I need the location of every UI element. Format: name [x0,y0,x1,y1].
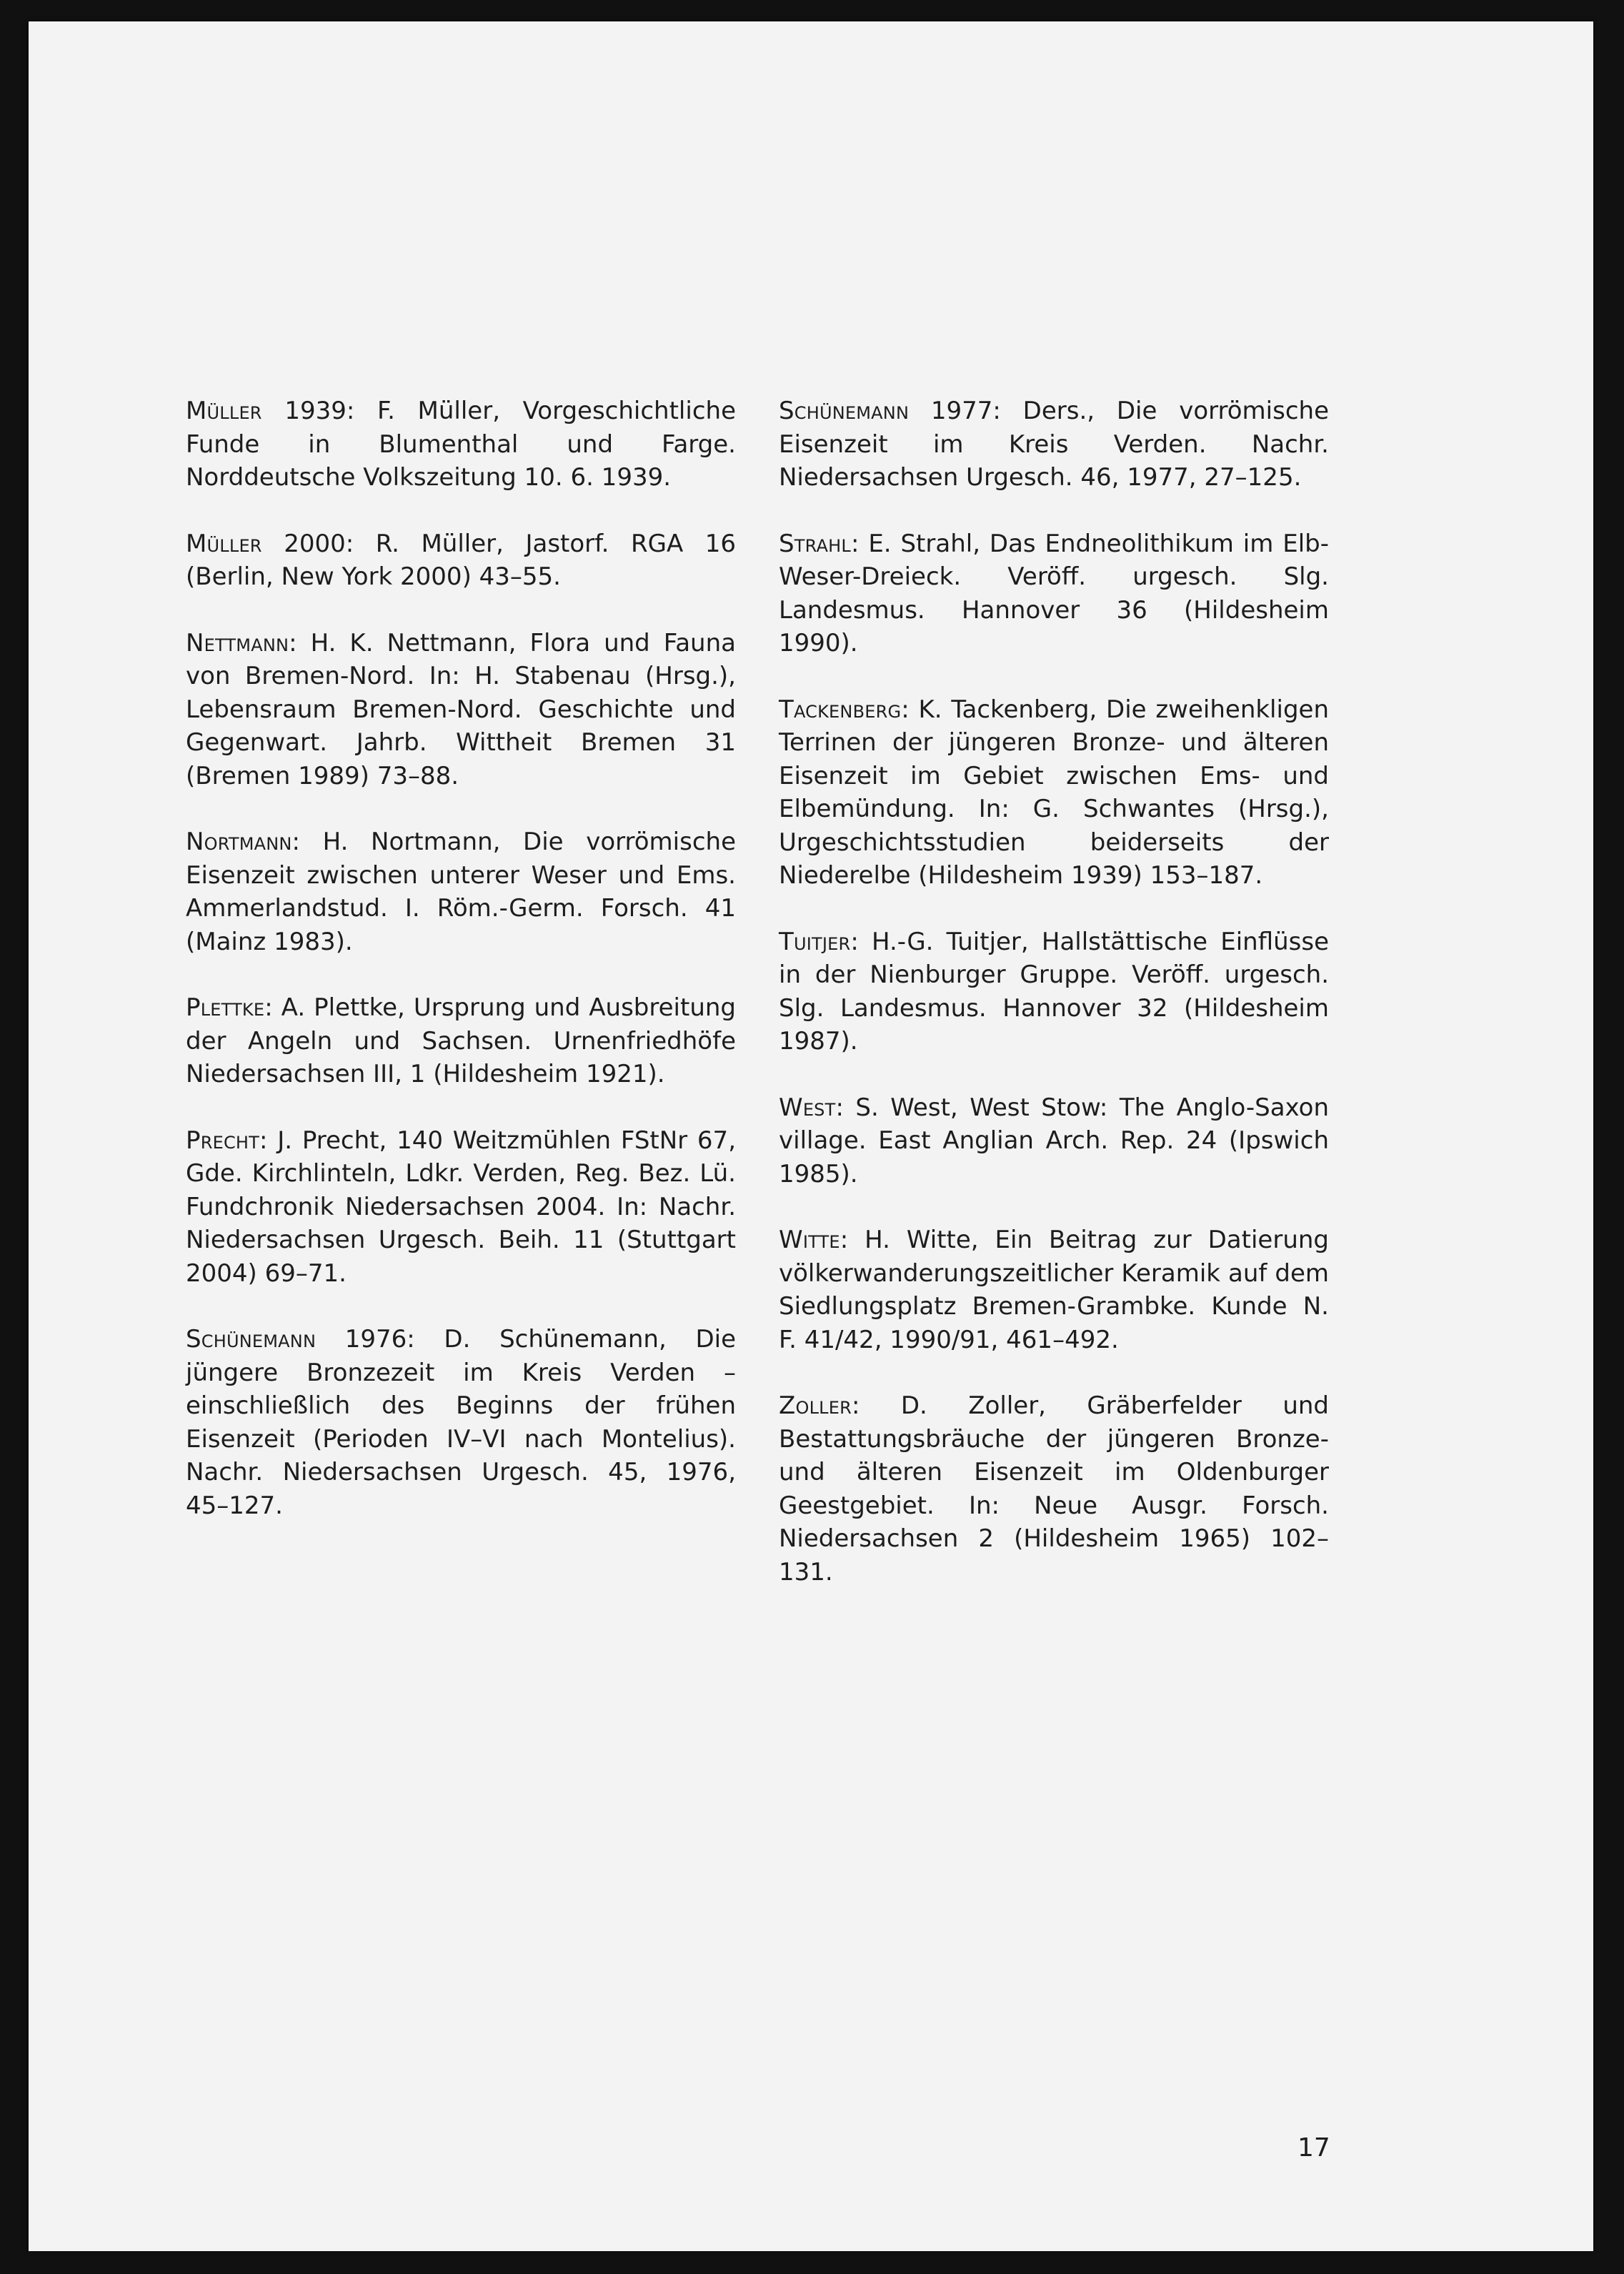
entry-author: Precht [186,1126,260,1155]
bibliography-entry [779,693,1329,893]
entry-author: Zoller [779,1391,852,1420]
bibliography-left-column [186,394,736,1555]
entry-text: 1939: F. Müller, Vorgeschichtliche Funde in Blumenthal und Farge. Norddeutsche Volkszeitung 10. 6. 1939. [186,397,736,492]
bibliography-entry [779,1223,1329,1356]
entry-text: : H. Nortmann, Die vorrömische Eisenzeit zwischen unterer Weser und Ems. Ammerlandstud. I. Röm.-Germ. Forsch. 41 (Mainz 1983). [186,828,736,956]
bibliography-entry [186,991,736,1091]
entry-author: Strahl [779,529,851,558]
entry-text: : H. Witte, Ein Beitrag zur Datierung völkerwanderungszeitlicher Keramik auf dem Siedlungsplatz Bremen-Grambke. Kunde N. F. 41/42, 1990/91, 461–492. [779,1226,1329,1354]
entry-text: : J. Precht, 140 Weitzmühlen FStNr 67, Gde. Kirchlinteln, Ldkr. Verden, Reg. Bez. Lü. Fundchronik Niedersachsen 2004. In: Nachr. Niedersachsen Urgesch. Beih. 11 (Stuttgart 2004) 69–71. [186,1126,736,1288]
entry-text: : K. Tackenberg, Die zweihenkligen Terrinen der jüngeren Bronze- und älteren Eisenzeit im Gebiet zwischen Ems- und Elbemündung. In: G. Schwantes (Hrsg.), Urgeschichtsstudien beiderseits der Niederelbe (Hildesheim 1939) 153–187. [779,695,1329,890]
entry-author: Schünemann [186,1325,317,1354]
entry-text: 1976: D. Schünemann, Die jüngere Bronzezeit im Kreis Verden – einschließlich des Beginns der frühen Eisenzeit (Perioden IV–VI nach Montelius). Nachr. Niedersachsen Urgesch. 45, 1976, 45–127. [186,1325,736,1520]
bibliography-entry [779,1091,1329,1191]
entry-text: : S. West, West Stow: The Anglo-Saxon village. East Anglian Arch. Rep. 24 (Ipswich 1985). [779,1093,1329,1188]
entry-text: 2000: R. Müller, Jastorf. RGA 16 (Berlin, New York 2000) 43–55. [186,529,736,591]
bibliography-entry [779,394,1329,495]
entry-author: Nortmann [186,828,292,856]
entry-author: Witte [779,1226,840,1254]
entry-author: Müller [186,529,262,558]
entry-author: West [779,1093,836,1122]
entry-author: Schünemann [779,397,910,425]
document-page [29,21,1593,2251]
entry-author: Nettmann [186,628,289,657]
bibliography-entry [779,527,1329,660]
entry-text: : E. Strahl, Das Endneolithikum im Elb-Weser-Dreieck. Veröff. urgesch. Slg. Landesmus. Hannover 36 (Hildesheim 1990). [779,529,1329,657]
entry-text: : D. Zoller, Gräberfelder und Bestattungsbräuche der jüngeren Bronze- und älteren Eisenzeit im Oldenburger Geestgebiet. In: Neue Ausgr. Forsch. Niedersachsen 2 (Hildesheim 1965) 102–131. [779,1391,1329,1587]
bibliography-entry [186,527,736,594]
entry-author: Tackenberg [779,695,902,724]
entry-text: : H. K. Nettmann, Flora und Fauna von Bremen-Nord. In: H. Stabenau (Hrsg.), Lebensraum Bremen-Nord. Geschichte und Gegenwart. Jahrb. Wittheit Bremen 31 (Bremen 1989) 73–88. [186,628,736,790]
entry-author: Plettke [186,993,265,1022]
entry-author: Tuitjer [779,927,851,956]
bibliography-entry [779,925,1329,1058]
page-number: 17 [1297,2133,1330,2163]
entry-author: Müller [186,397,262,425]
bibliography-entry [186,1124,736,1291]
bibliography-right-column [779,394,1329,1622]
bibliography-entry [186,627,736,793]
bibliography-entry [186,1323,736,1522]
entry-text: : A. Plettke, Ursprung und Ausbreitung der Angeln und Sachsen. Urnenfriedhöfe Niedersachsen III, 1 (Hildesheim 1921). [186,993,736,1088]
bibliography-entry [779,1389,1329,1589]
entry-text: 1977: Ders., Die vorrömische Eisenzeit im Kreis Verden. Nachr. Niedersachsen Urgesch. 46, 1977, 27–125. [779,397,1329,492]
bibliography-entry [186,825,736,958]
bibliography-entry [186,394,736,495]
entry-text: : H.-G. Tuitjer, Hallstättische Einflüsse in der Nienburger Gruppe. Veröff. urgesch. Slg. Landesmus. Hannover 32 (Hildesheim 1987). [779,927,1329,1056]
